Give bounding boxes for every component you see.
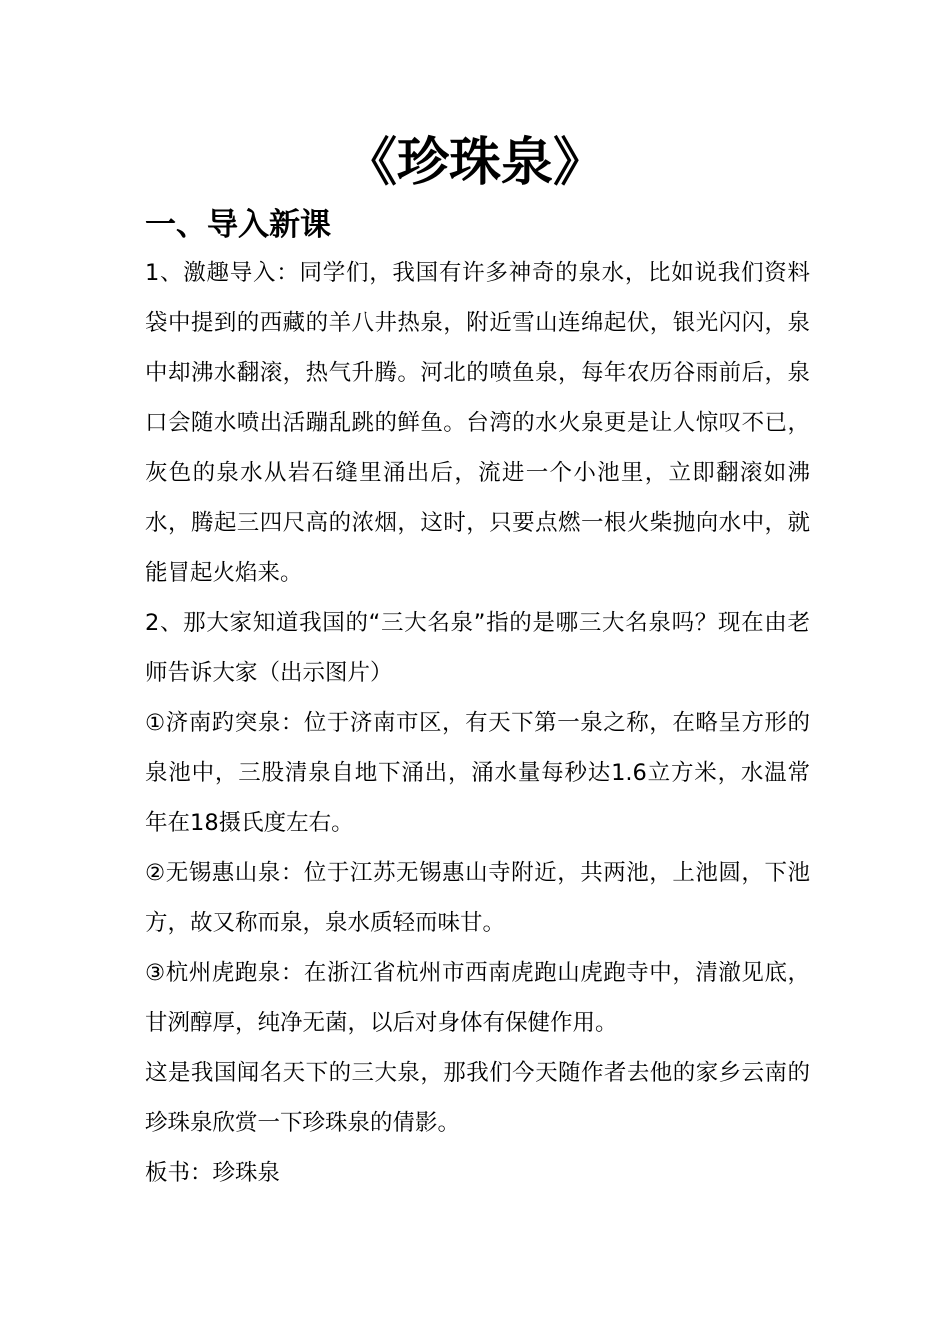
paragraph-intro: 1、激趣导入：同学们，我国有许多神奇的泉水，比如说我们资料袋中提到的西藏的羊八井热泉，附近雪山连绵起伏，银光闪闪，泉中却沸水翻滚，热气升腾。河北的喷鱼泉，每年农历谷雨前后，泉口会随水喷出活蹦乱跳的鲜鱼。台湾的水火泉更是让人惊叹不已，灰色的泉水从岩石缝里涌出后，流进一个小池里，立即翻滚如沸水，腾起三四尺高的浓烟，这时，只要点燃一根火柴抛向水中，就能冒起火焰来。 (145, 260, 810, 586)
document-body (145, 248, 810, 1198)
paragraph-baotu-spring: ①济南趵突泉：位于济南市区，有天下第一泉之称，在略呈方形的泉池中，三股清泉自地下涌出，涌水量每秒达1.6立方米，水温常年在18摄氏度左右。 (145, 710, 810, 836)
section-heading: 一、导入新课 (145, 207, 331, 243)
paragraph-transition: 这是我国闻名天下的三大泉，那我们今天随作者去他的家乡云南的珍珠泉欣赏一下珍珠泉的倩影。 (145, 1060, 810, 1136)
paragraph-board-writing: 板书：珍珠泉 (145, 1160, 281, 1186)
paragraph-hupao-spring: ③杭州虎跑泉：在浙江省杭州市西南虎跑山虎跑寺中，清澈见底，甘洌醇厚，纯净无菌，以后对身体有保健作用。 (145, 960, 810, 1036)
document-title: 《珍珠泉》 (344, 133, 605, 193)
paragraph-huishan-spring: ②无锡惠山泉：位于江苏无锡惠山寺附近，共两池，上池圆，下池方，故又称而泉，泉水质轻而味甘。 (145, 860, 810, 936)
paragraph-question: 2、那大家知道我国的“三大名泉”指的是哪三大名泉吗？现在由老师告诉大家（出示图片） (145, 610, 810, 686)
